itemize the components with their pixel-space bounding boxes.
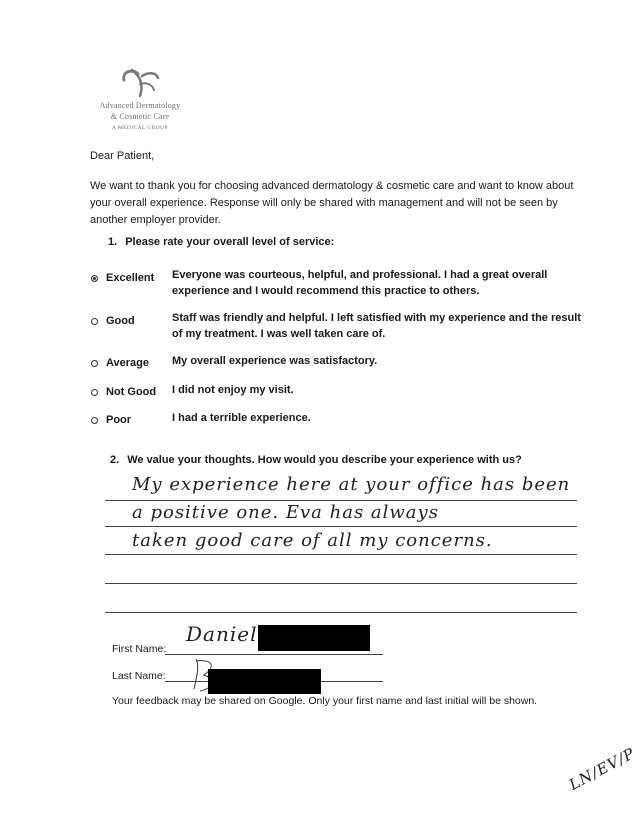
answer-line-1	[105, 500, 577, 501]
logo-line-3: A MEDICAL GROUP	[112, 125, 168, 131]
question-1-number: 1.	[108, 236, 118, 248]
logo-line-2: & Cosmetic Care	[110, 112, 170, 121]
footer-note: Your feedback may be shared on Google. Only your first name and last initial will be shown.	[112, 695, 538, 707]
logo-text	[88, 100, 192, 134]
radio-poor[interactable]	[91, 417, 98, 424]
option-desc-average: My overall experience was satisfactory.	[172, 355, 378, 367]
radio-good[interactable]	[91, 318, 98, 325]
handwritten-initials: LN/EV/P	[566, 744, 639, 794]
option-desc-good: Staff was friendly and helpful. I left satisfied with my experience and the result of my treatment. I was well taken care of.	[172, 312, 581, 340]
option-label-poor: Poor	[106, 414, 132, 426]
first-name-label: First Name:	[112, 643, 167, 655]
redaction-last-name	[208, 669, 321, 694]
option-label-not-good: Not Good	[106, 386, 157, 398]
answer-line-3	[105, 554, 577, 555]
question-1-text: Please rate your overall level of service:	[125, 236, 335, 248]
radio-average[interactable]	[91, 360, 98, 367]
question-1	[108, 236, 334, 248]
handwritten-answer-3: taken good care of all my concerns.	[132, 530, 493, 551]
option-label-excellent: Excellent	[106, 272, 155, 284]
answer-line-5	[105, 612, 577, 613]
option-desc-not-good: I did not enjoy my visit.	[172, 384, 294, 396]
handwritten-answer-1: My experience here at your office has been	[132, 474, 571, 495]
radio-excellent[interactable]	[91, 275, 98, 282]
handwritten-answer-2: a positive one. Eva has always	[132, 502, 439, 523]
logo-line-1: Advanced Dermatology	[99, 101, 181, 110]
answer-line-4	[105, 583, 577, 584]
option-desc-poor: I had a terrible experience.	[172, 412, 311, 424]
question-2-number: 2.	[110, 454, 120, 466]
question-2	[110, 454, 522, 466]
question-2-text: We value your thoughts. How would you describe your experience with us?	[127, 454, 522, 466]
logo-mark-icon	[118, 66, 162, 98]
option-label-good: Good	[106, 315, 135, 327]
option-label-average: Average	[106, 357, 150, 369]
greeting: Dear Patient,	[90, 150, 155, 162]
answer-line-2	[105, 526, 577, 527]
radio-not-good[interactable]	[91, 389, 98, 396]
last-name-label: Last Name:	[112, 670, 166, 682]
first-name-signature: Daniel	[186, 622, 258, 646]
redaction-first-name	[258, 625, 370, 651]
option-desc-excellent: Everyone was courteous, helpful, and professional. I had a great overall experience and I would recommend this practice to others.	[172, 269, 548, 297]
intro-paragraph: We want to thank you for choosing advanced dermatology & cosmetic care and want to know about your overall experience. Response will only be shared with management and will not be seen by another employer provider.	[90, 180, 574, 226]
